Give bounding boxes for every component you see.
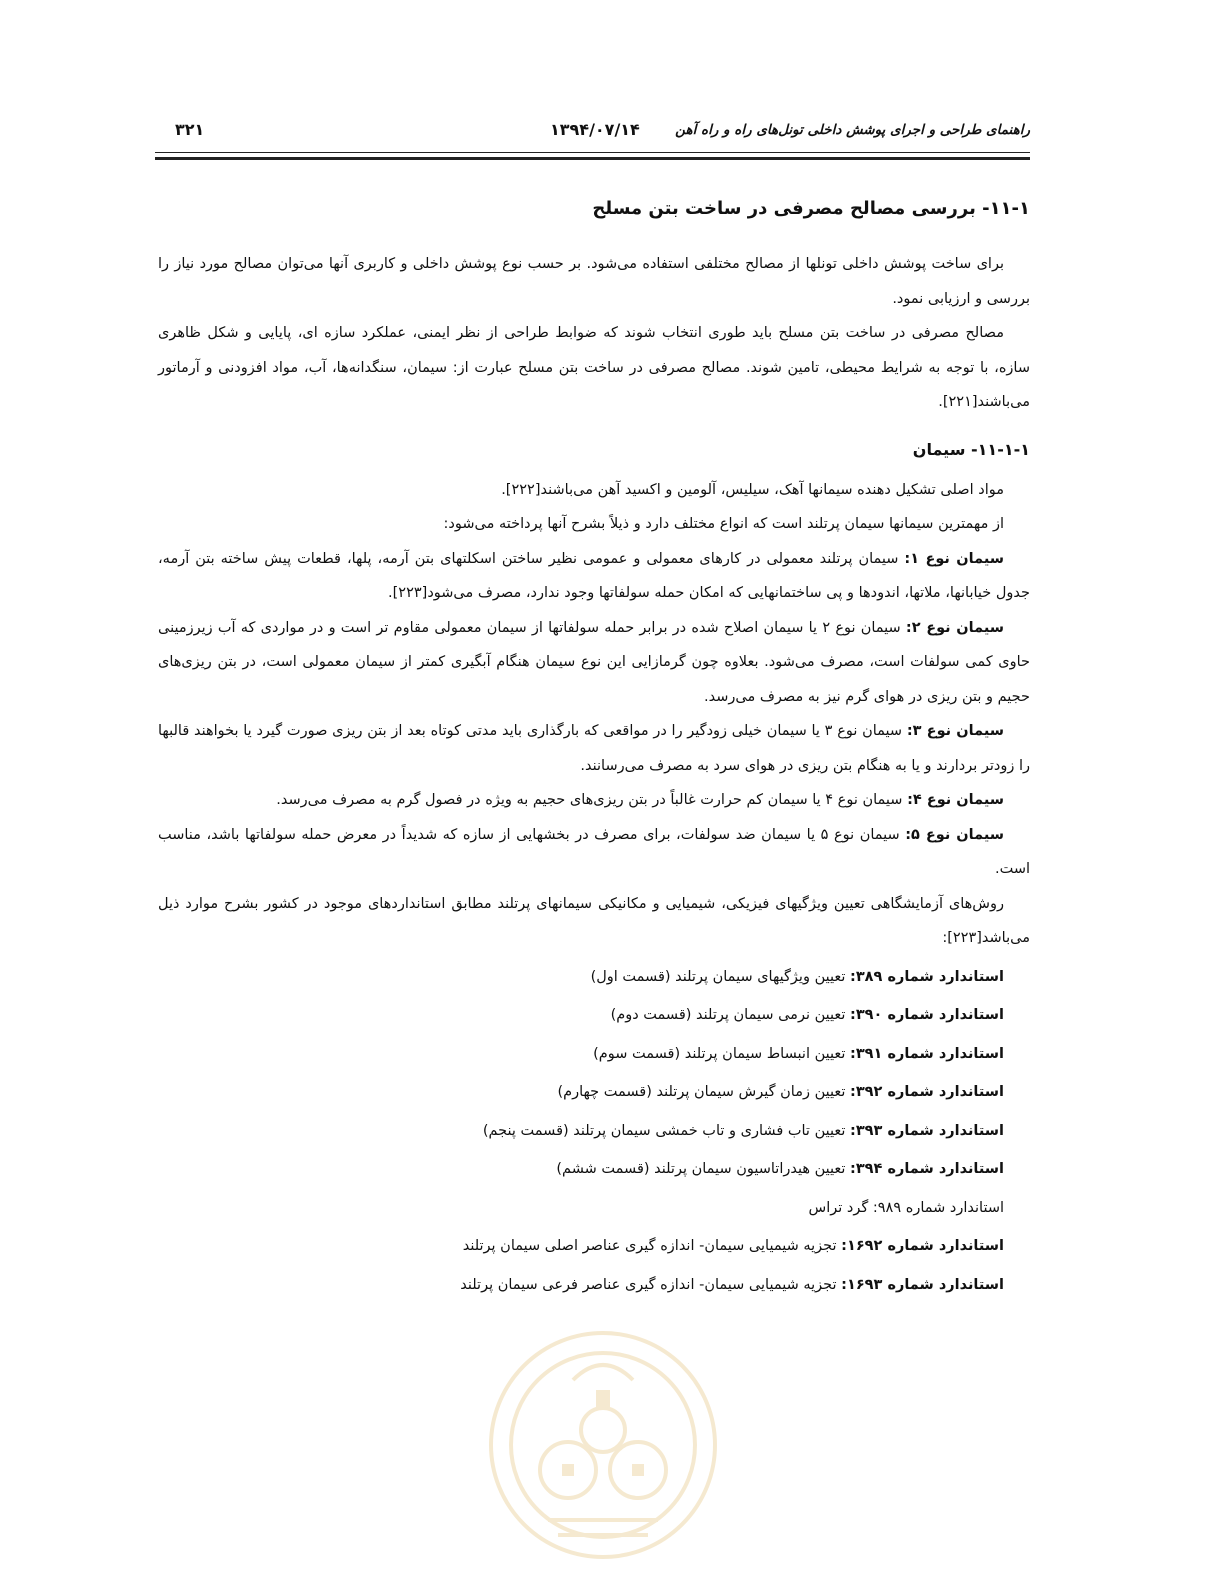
cement-type-label: سیمان نوع ۳: [906,723,1004,739]
section-paragraph: برای ساخت پوشش داخلی تونلها از مصالح مختلفی استفاده می‌شود. بر حسب نوع پوشش داخلی و کاربری آنها می‌توان مصالح مورد نیاز را بررسی و ارزیابی نمود. [158,256,1030,307]
standard-item [158,1189,1004,1228]
standards-list [158,958,1030,1305]
cement-type-label: سیمان نوع ۲: [905,619,1004,636]
section-paragraph: مصالح مصرفی در ساخت بتن مسلح باید طوری انتخاب شوند که ضوابط طراحی از نظر ایمنی، عملکرد سازه ای، پایایی و شکل ظاهری سازه، با توجه به شرایط محیطی، تامین شوند. مصالح مصرفی در ساخت بتن مسلح عبارت از: سیمان، سنگدانه‌ها، آب، مواد افزودنی و آرماتور می‌باشند[۲۲۱]. [158,325,1030,410]
standard-label: استاندارد شماره ۳۹۳: [850,1122,1004,1139]
intro-paragraph: از مهمترین سیمانها سیمان پرتلند است که انواع مختلف دارد و ذیلاً بشرح آنها پرداخته می‌شود: [443,516,1004,532]
subsection-heading: ۱۱-۱-۱- سیمان [912,439,1030,459]
standard-item [158,1112,1004,1151]
standards-intro: روش‌های آزمایشگاهی تعیین ویژگیهای فیزیکی، شیمیایی و مکانیکی سیمانهای پرتلند مطابق استانداردهای موجود در کشور بشرح موارد ذیل می‌باشد[۲۲۳]: [158,895,1030,946]
standard-text: استاندارد شماره ۹۸۹: گرد تراس [808,1199,1004,1216]
standard-text: تجزیه شیمیایی سیمان- اندازه گیری عناصر فرعی سیمان پرتلند [460,1276,842,1293]
standard-text: تعیین زمان گیرش سیمان پرتلند (قسمت چهارم) [557,1084,851,1100]
cement-type-label: سیمان نوع ۴: [907,792,1004,808]
standard-text: تجزیه شیمیایی سیمان- اندازه گیری عناصر اصلی سیمان پرتلند [462,1238,842,1254]
cement-type-label: سیمان نوع ۱: [904,550,1004,567]
cement-type-text: سیمان نوع ۵ یا سیمان ضد سولفات، برای مصرف در بخشهایی از سازه که شدیداً در معرض حمله سولفاتها باشد، مناسب است. [158,826,1030,877]
running-header [155,118,1030,146]
standard-label: استاندارد شماره ۳۹۴: [850,1161,1004,1177]
standard-item [158,1227,1004,1266]
page-number: ۳۲۱ [175,120,205,139]
standard-text: تعیین نرمی سیمان پرتلند (قسمت دوم) [610,1007,851,1023]
cement-type-paragraph [158,611,1030,715]
body-content [158,198,1030,1304]
standard-text: تعیین تاب فشاری و تاب خمشی سیمان پرتلند (قسمت پنجم) [482,1122,851,1139]
section-heading: ۱۱-۱- بررسی مصالح مصرفی در ساخت بتن مسلح [592,198,1030,219]
standard-label: استاندارد شماره ۳۹۱: [850,1045,1004,1062]
cement-type-text: سیمان نوع ۲ یا سیمان اصلاح شده در برابر حمله سولفاتها از سیمان معمولی مقاوم تر است و در مواردی که آب زیرزمینی حاوی کمی سولفات است، مصرف می‌شود. بعلاوه چون گرمازایی این نوع سیمان هنگام آبگیری کمتر از سیمان معمولی است، در بتن ریزی‌های حجیم و بتن ریزی در هوای گرم نیز به مصرف می‌رسد. [158,619,1030,705]
standard-item [158,958,1004,997]
cement-type-text: سیمان نوع ۴ یا سیمان کم حرارت غالباً در بتن ریزی‌های حجیم به ویژه در فصول گرم به مصرف می‌رسد. [276,792,908,808]
standard-item [158,1073,1004,1112]
header-rule-thick [155,157,1030,160]
cement-type-paragraph [158,714,1030,783]
intro-paragraph: مواد اصلی تشکیل دهنده سیمانها آهک، سیلیس، آلومین و اکسید آهن می‌باشند[۲۲۲]. [501,481,1004,498]
standard-item [158,1266,1004,1305]
cement-type-paragraph [158,542,1030,611]
cement-type-label: سیمان نوع ۵: [905,826,1005,843]
header-date: ۱۳۹۴/۰۷/۱۴ [550,120,640,139]
cement-type-paragraph [158,783,1030,818]
standard-text: تعیین هیدراتاسیون سیمان پرتلند (قسمت ششم) [556,1161,851,1177]
cement-type-text: سیمان پرتلند معمولی در کارهای معمولی و عمومی نظیر ساختن اسکلتهای بتن آرمه، پلها، قطعات پیش ساخته بتن آرمه، جدول خیابانها، ملاتها، اندودها و پی ساختمانهایی که امکان حمله سولفاتها وجود ندارد، مصرف می‌شود[۲۲۳]. [158,550,1030,601]
standard-text: تعیین ویژگیهای سیمان پرتلند (قسمت اول) [590,968,851,985]
watermark-seal-icon [478,1320,728,1570]
standard-item [158,1035,1004,1074]
cement-type-text: سیمان نوع ۳ یا سیمان خیلی زودگیر را در مواقعی که بارگذاری باید مدتی کوتاه بعد از بتن ریزی صورت گیرد یا بخواهند قالبها را زودتر بردارند و یا به هنگام بتن ریزی در هوای سرد به مصرف می‌رسانند. [158,723,1030,774]
standard-label: استاندارد شماره ۱۶۹۲: [841,1238,1004,1254]
standard-item [158,996,1004,1035]
header-rule-thin [155,152,1030,153]
standard-item [158,1150,1004,1189]
standard-text: تعیین انبساط سیمان پرتلند (قسمت سوم) [593,1045,851,1062]
standard-label: استاندارد شماره ۱۶۹۳: [841,1276,1004,1293]
cement-type-paragraph [158,818,1030,887]
header-title: راهنمای طراحی و اجرای پوشش داخلی تونل‌های راه و راه آهن [675,122,1030,138]
standard-label: استاندارد شماره ۳۸۹: [850,968,1004,985]
standard-label: استاندارد شماره ۳۹۰: [850,1007,1004,1023]
standard-label: استاندارد شماره ۳۹۲: [850,1084,1004,1100]
